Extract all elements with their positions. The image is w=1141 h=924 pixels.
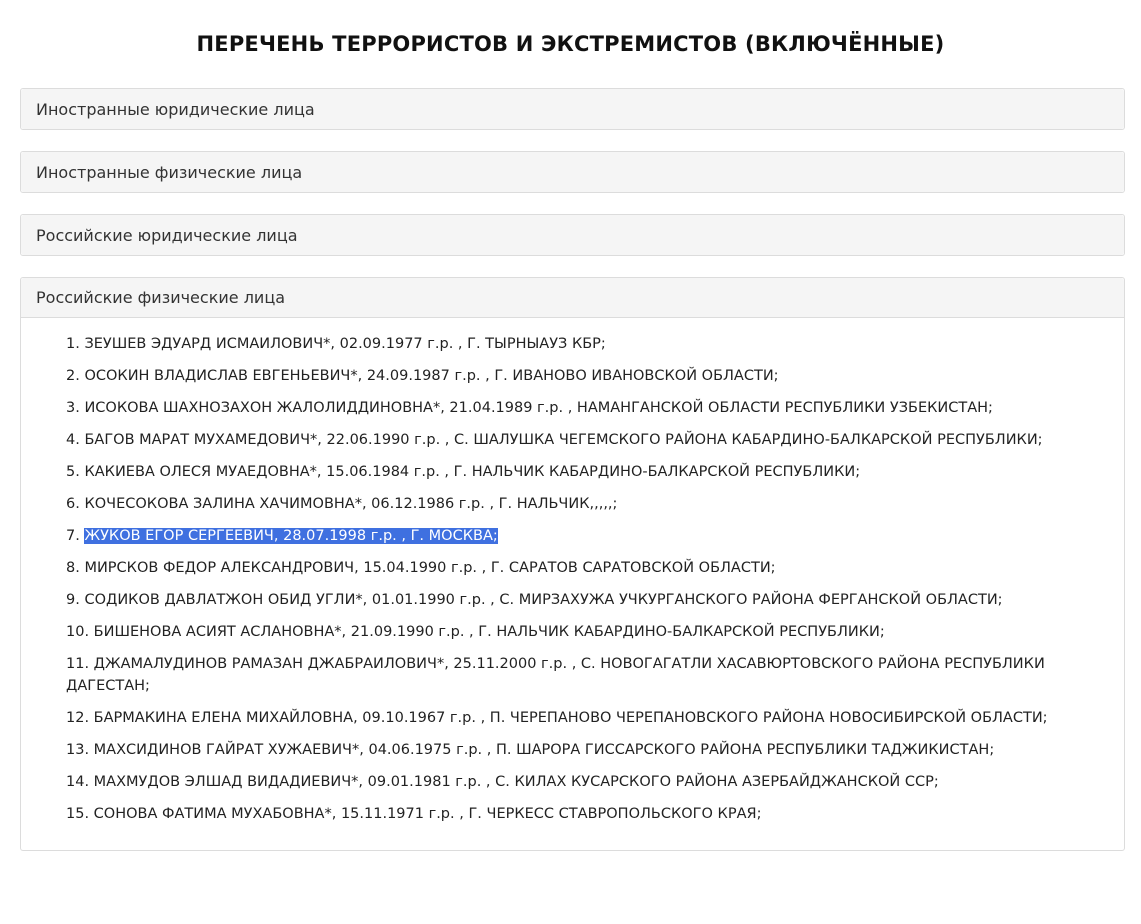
section-foreign-individuals <box>20 151 1125 193</box>
entry-text: БИШЕНОВА АСИЯТ АСЛАНОВНА*, 21.09.1990 г.р. , Г. НАЛЬЧИК КАБАРДИНО-БАЛКАРСКОЙ РЕСПУБЛИКИ; <box>93 624 885 640</box>
entry-number: 7. <box>66 528 80 544</box>
entry-number: 4. <box>66 432 80 448</box>
entry-text: КОЧЕСОКОВА ЗАЛИНА ХАЧИМОВНА*, 06.12.1986 г.р. , Г. НАЛЬЧИК,,,,,; <box>84 496 618 512</box>
entry-number: 11. <box>66 656 90 672</box>
list-item <box>66 397 1080 419</box>
section-russian-legal-entities <box>20 214 1125 256</box>
entry-number: 14. <box>66 774 90 790</box>
section-heading-russian-legal-entities[interactable]: Российские юридические лица <box>21 215 1124 255</box>
list-item <box>66 653 1080 697</box>
list-item <box>66 589 1080 611</box>
section-russian-individuals <box>20 277 1125 851</box>
page-title: ПЕРЕЧЕНЬ ТЕРРОРИСТОВ И ЭКСТРЕМИСТОВ (ВКЛЮЧЁННЫЕ) <box>196 32 945 56</box>
entry-number: 15. <box>66 806 90 822</box>
section-heading-foreign-legal-entities[interactable]: Иностранные юридические лица <box>21 89 1124 129</box>
entry-list <box>66 333 1080 825</box>
section-foreign-legal-entities <box>20 88 1125 130</box>
section-body-russian-individuals <box>21 318 1124 825</box>
entry-number: 10. <box>66 624 90 640</box>
entry-number: 6. <box>66 496 80 512</box>
list-item <box>66 557 1080 579</box>
entry-text: СОНОВА ФАТИМА МУХАБОВНА*, 15.11.1971 г.р. , Г. ЧЕРКЕСС СТАВРОПОЛЬСКОГО КРАЯ; <box>93 806 762 822</box>
entry-text: ОСОКИН ВЛАДИСЛАВ ЕВГЕНЬЕВИЧ*, 24.09.1987 г.р. , Г. ИВАНОВО ИВАНОВСКОЙ ОБЛАСТИ; <box>84 368 779 384</box>
entry-text: СОДИКОВ ДАВЛАТЖОН ОБИД УГЛИ*, 01.01.1990 г.р. , С. МИРЗАХУЖА УЧКУРГАНСКОГО РАЙОНА ФЕРГАНСКОЙ ОБЛАСТИ; <box>84 592 1003 608</box>
entry-number: 9. <box>66 592 80 608</box>
entry-number: 13. <box>66 742 90 758</box>
entry-text: МАХМУДОВ ЭЛШАД ВИДАДИЕВИЧ*, 09.01.1981 г.р. , С. КИЛАХ КУСАРСКОГО РАЙОНА АЗЕРБАЙДЖАНСКОЙ ССР; <box>93 774 939 790</box>
entry-text: БАГОВ МАРАТ МУХАМЕДОВИЧ*, 22.06.1990 г.р. , С. ШАЛУШКА ЧЕГЕМСКОГО РАЙОНА КАБАРДИНО-БАЛКАРСКОЙ РЕСПУБЛИКИ; <box>84 432 1043 448</box>
entry-number: 2. <box>66 368 80 384</box>
entry-number: 5. <box>66 464 80 480</box>
list-item <box>66 707 1080 729</box>
entry-text: ИСОКОВА ШАХНОЗАХОН ЖАЛОЛИДДИНОВНА*, 21.04.1989 г.р. , НАМАНГАНСКОЙ ОБЛАСТИ РЕСПУБЛИКИ УЗБЕКИСТАН; <box>84 400 993 416</box>
section-heading-russian-individuals[interactable]: Российские физические лица <box>21 278 1124 318</box>
list-item <box>66 333 1080 355</box>
entry-text: МИРСКОВ ФЕДОР АЛЕКСАНДРОВИЧ, 15.04.1990 г.р. , Г. САРАТОВ САРАТОВСКОЙ ОБЛАСТИ; <box>84 560 776 576</box>
list-item <box>66 493 1080 515</box>
entry-number: 8. <box>66 560 80 576</box>
entry-number: 12. <box>66 710 90 726</box>
list-item <box>66 461 1080 483</box>
entry-text: ДЖАМАЛУДИНОВ РАМАЗАН ДЖАБРАИЛОВИЧ*, 25.11.2000 г.р. , С. НОВОГАГАТЛИ ХАСАВЮРТОВСКОГО РАЙОНА РЕСПУБЛИКИ ДАГЕСТАН; <box>66 656 1045 694</box>
entry-number: 1. <box>66 336 80 352</box>
entry-text-selected: ЖУКОВ ЕГОР СЕРГЕЕВИЧ, 28.07.1998 г.р. , Г. МОСКВА; <box>84 528 498 544</box>
entry-text: МАХСИДИНОВ ГАЙРАТ ХУЖАЕВИЧ*, 04.06.1975 г.р. , П. ШАРОРА ГИССАРСКОГО РАЙОНА РЕСПУБЛИКИ ТАДЖИКИСТАН; <box>93 742 995 758</box>
list-item-selected <box>66 525 1080 547</box>
list-item <box>66 429 1080 451</box>
section-heading-foreign-individuals[interactable]: Иностранные физические лица <box>21 152 1124 192</box>
list-item <box>66 621 1080 643</box>
list-item <box>66 771 1080 793</box>
entry-text: БАРМАКИНА ЕЛЕНА МИХАЙЛОВНА, 09.10.1967 г.р. , П. ЧЕРЕПАНОВО ЧЕРЕПАНОВСКОГО РАЙОНА НОВОСИБИРСКОЙ ОБЛАСТИ; <box>93 710 1048 726</box>
list-item <box>66 803 1080 825</box>
list-item <box>66 739 1080 761</box>
entry-text: ЗЕУШЕВ ЭДУАРД ИСМАИЛОВИЧ*, 02.09.1977 г.р. , Г. ТЫРНЫАУЗ КБР; <box>84 336 606 352</box>
entry-number: 3. <box>66 400 80 416</box>
list-item <box>66 365 1080 387</box>
entry-text: КАКИЕВА ОЛЕСЯ МУАЕДОВНА*, 15.06.1984 г.р. , Г. НАЛЬЧИК КАБАРДИНО-БАЛКАРСКОЙ РЕСПУБЛИКИ; <box>84 464 861 480</box>
